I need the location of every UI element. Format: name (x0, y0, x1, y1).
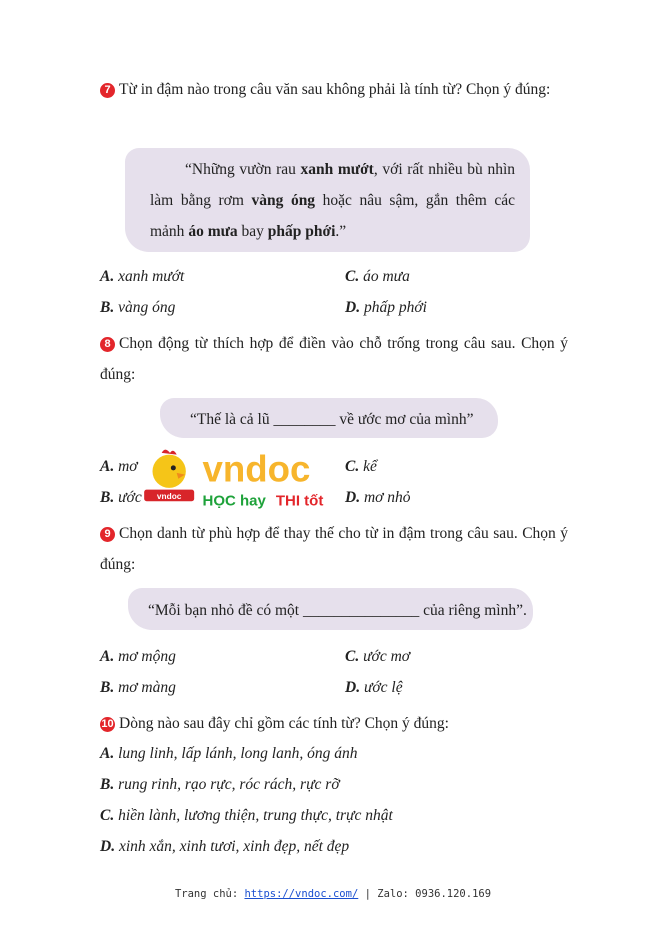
option-d[interactable]: D. phấp phới (345, 299, 427, 316)
question-10 (100, 708, 568, 739)
bold-word: vàng óng (251, 192, 316, 209)
question-text: Chọn động từ thích hợp để điền vào chỗ trống trong câu sau. Chọn ý đúng: (100, 335, 568, 383)
option-a[interactable]: A. mơ mộng (100, 648, 176, 665)
option-a[interactable]: A. xanh mướt (100, 268, 185, 285)
option-d[interactable]: D. mơ nhỏ (345, 489, 411, 506)
quote-segment: .” (335, 223, 347, 240)
bold-word: phấp phới (267, 223, 336, 240)
option-b[interactable]: B. rung rinh, rạo rực, róc rách, rực rỡ (100, 776, 340, 793)
logo-ribbon-text: vndoc (156, 490, 182, 501)
question-7 (100, 74, 568, 105)
logo-slogan-a: HỌC hay (202, 492, 266, 509)
option-d[interactable]: D. xinh xắn, xinh tươi, xinh đẹp, nết đẹp (100, 838, 350, 855)
page-footer (0, 888, 666, 900)
question-text: Từ in đậm nào trong câu văn sau không phải là tính từ? Chọn ý đúng: (119, 81, 551, 98)
homepage-link[interactable]: https://vndoc.com/ (244, 888, 359, 900)
quote-text: “Mỗi bạn nhỏ đề có một _______________ của riêng mình”. (148, 602, 527, 619)
quote-text (150, 154, 515, 247)
question-8 (100, 328, 568, 390)
bold-word: xanh mướt (300, 161, 374, 178)
option-d[interactable]: D. ước lệ (345, 679, 403, 696)
question-9 (100, 518, 568, 580)
question-number-badge: 10 (101, 718, 114, 730)
option-b[interactable]: B. vàng óng (100, 299, 176, 316)
option-b[interactable]: B. ước (100, 489, 142, 506)
option-c[interactable]: C. hiền lành, lương thiện, trung thực, trực nhật (100, 807, 393, 824)
option-c[interactable]: C. kể (345, 458, 377, 475)
question-text: Dòng nào sau đây chỉ gồm các tính từ? Chọn ý đúng: (119, 715, 449, 732)
bold-word: áo mưa (188, 223, 238, 240)
option-b[interactable]: B. mơ màng (100, 679, 176, 696)
option-a[interactable]: A. lung linh, lấp lánh, long lanh, óng ánh (100, 745, 358, 762)
question-number-badge: 7 (100, 83, 115, 98)
quote-segment: “Những vườn rau (185, 161, 301, 178)
question-number-badge: 9 (100, 527, 115, 542)
option-c[interactable]: C. ước mơ (345, 648, 411, 665)
quote-segment: , với rất nhiều bù nhìn làm bằng rơm (150, 161, 515, 209)
option-a[interactable]: A. mơ (100, 458, 138, 475)
quote-segment: hoặc nâu sậm, gắn thêm các mảnh (150, 192, 515, 240)
vndoc-watermark-logo (140, 446, 340, 509)
option-c[interactable]: C. áo mưa (345, 268, 410, 285)
question-text: Chọn danh từ phù hợp để thay thế cho từ in đậm trong câu sau. Chọn ý đúng: (100, 525, 568, 573)
quote-segment: bay (237, 223, 268, 240)
zalo-contact: Zalo: 0936.120.169 (377, 888, 492, 900)
logo-brand-text: vndoc (202, 448, 311, 490)
footer-label: Trang chủ: (174, 888, 245, 900)
quote-text: “Thế là cả lũ ________ về ước mơ của mình” (190, 411, 474, 428)
chicken-mascot-icon (153, 455, 186, 488)
question-number-badge: 8 (100, 337, 115, 352)
logo-slogan-b: THI tốt (275, 492, 324, 509)
footer-separator: | (358, 888, 378, 900)
